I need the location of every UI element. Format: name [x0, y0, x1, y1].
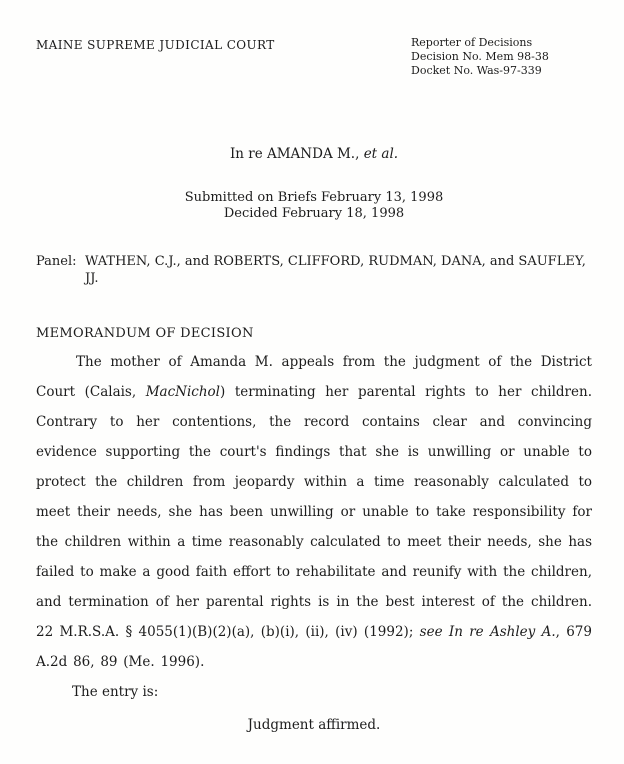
decision-number: Decision No. Mem 98-38: [411, 50, 549, 63]
memorandum-heading: MEMORANDUM OF DECISION: [36, 326, 254, 341]
court-name: MAINE SUPREME JUDICIAL COURT: [36, 38, 275, 52]
case-title: In re AMANDA M., et al.: [229, 146, 399, 162]
panel-label: Panel:: [36, 254, 77, 269]
memorandum-body: The mother of Amanda M. appeals from the judgment of the District Court (Calais, MacNichol) terminating her parental rights to her children. Contrary to her contentions, the record contains clear and convincing evidence supporting the court's findings that she is unwilling or unable to protect the children from jeopardy within a time reasonably calculated to meet their needs, she has been unwilling or unable to take responsibility for the children within a time reasonably calculated to meet their needs, she has failed to make a good faith effort to rehabilitate and reunify with the children, and termination of her parental rights is in the best interest of the children. 22 M.R.S.A. § 4055(1)(B)(2)(a), (b)(i), (ii), (iv) (1992); see In re Ashley A., 679 A.2d 86, 89 (Me. 1996).: [36, 354, 592, 670]
document-header: [36, 36, 592, 78]
entry-label: The entry is:: [72, 684, 159, 700]
submitted-date-line: Submitted on Briefs February 13, 1998: [184, 190, 444, 205]
panel-row: [36, 253, 592, 287]
reporter-line: Reporter of Decisions: [411, 36, 533, 49]
docket-number: Docket No. Was-97-339: [411, 64, 542, 77]
judgment-text: Judgment affirmed.: [247, 717, 381, 733]
reporter-block: [411, 36, 592, 78]
panel-members: WATHEN, C.J., and ROBERTS, CLIFFORD, RUDMAN, DANA, and SAUFLEY, JJ.: [85, 254, 586, 286]
decided-date-line: Decided February 18, 1998: [223, 206, 405, 221]
